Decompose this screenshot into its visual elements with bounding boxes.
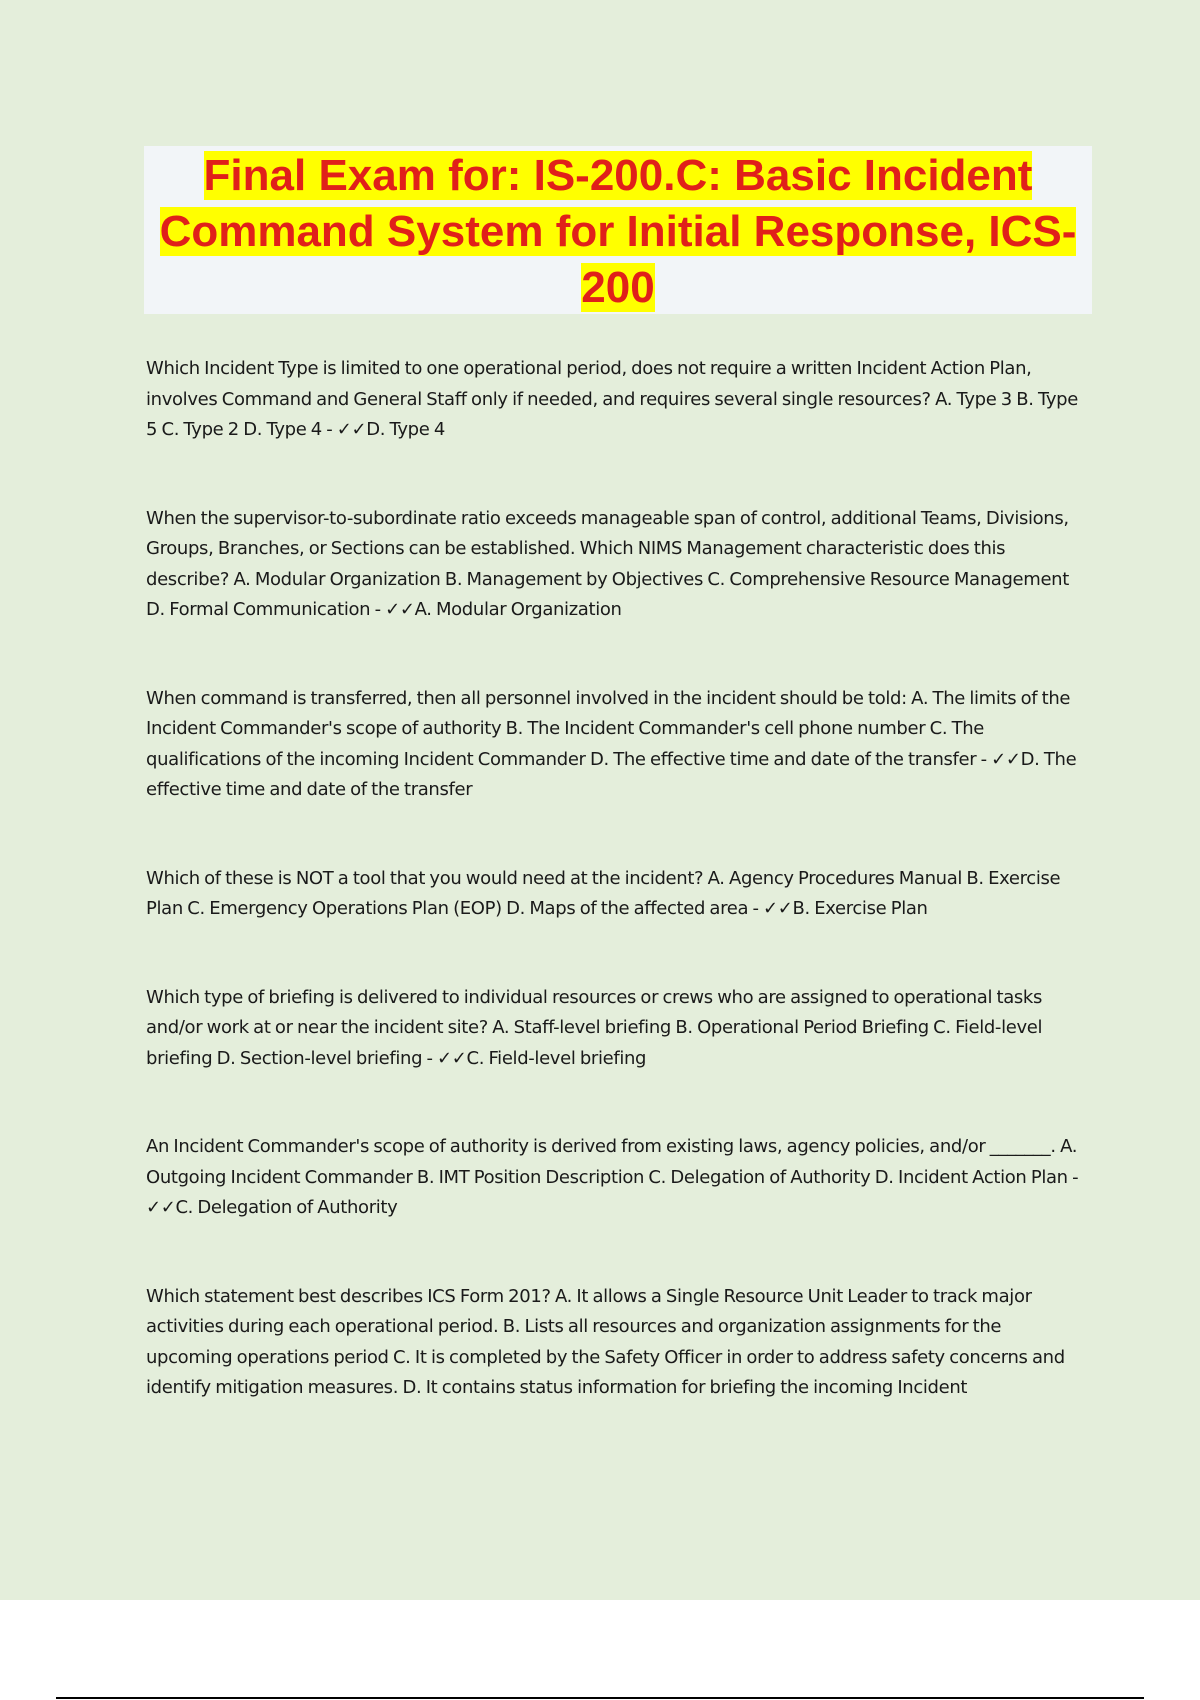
document-title [144,146,1092,316]
question-paragraph: Which Incident Type is limited to one operational period, does not require a written Incident Action Plan, involves Command and General Staff only if needed, and requires several single resources? A. Type 3 B. Type 5 C. Type 2 D. Type 4 - ✓✓D. Type 4 [146,358,1078,440]
question-paragraph: Which of these is NOT a tool that you would need at the incident? A. Agency Procedures Manual B. Exercise Plan C. Emergency Operations Plan (EOP) D. Maps of the affected area - ✓✓B. Exercise Plan [146,867,1061,919]
title-highlight: Final Exam for: IS-200.C: Basic Incident Command System for Initial Response, ICS-200 [159,151,1077,312]
question-paragraph: When command is transferred, then all personnel involved in the incident should be told: A. The limits of the Incident Commander's scope of authority B. The Incident Commander's cell phone number C. The qualifications of the incoming Incident Commander D. The effective time and date of the transfer - ✓✓D. The effective time and date of the transfer [146,687,1077,800]
title-box [144,146,1092,314]
question-list [146,354,1091,1462]
question-paragraph: Which statement best describes ICS Form 201? A. It allows a Single Resource Unit Leader to track major activities during each operational period. B. Lists all resources and organization assignments for the upcoming operations period C. It is completed by the Safety Officer in order to address safety concerns and identify mitigation measures. D. It contains status information for briefing the incoming Incident [146,1285,1065,1398]
question-paragraph: Which type of briefing is delivered to individual resources or crews who are assigned to operational tasks and/or work at or near the incident site? A. Staff-level briefing B. Operational Period Briefing C. Field-level briefing D. Section-level briefing - ✓✓C. Field-level briefing [146,986,1043,1069]
question-paragraph: When the supervisor-to-subordinate ratio exceeds manageable span of control, additional Teams, Divisions, Groups, Branches, or Sections can be established. Which NIMS Management characteristic does this describe? A. Modular Organization B. Management by Objectives C. Comprehensive Resource Management D. Formal Communication - ✓✓A. Modular Organization [146,507,1069,620]
question-paragraph: An Incident Commander's scope of authority is derived from existing laws, agency policies, and/or _______. A. Outgoing Incident Commander B. IMT Position Description C. Delegation of Authority D. Incident Action Plan - ✓✓C. Delegation of Authority [146,1136,1079,1218]
footer-divider [56,1697,1144,1699]
